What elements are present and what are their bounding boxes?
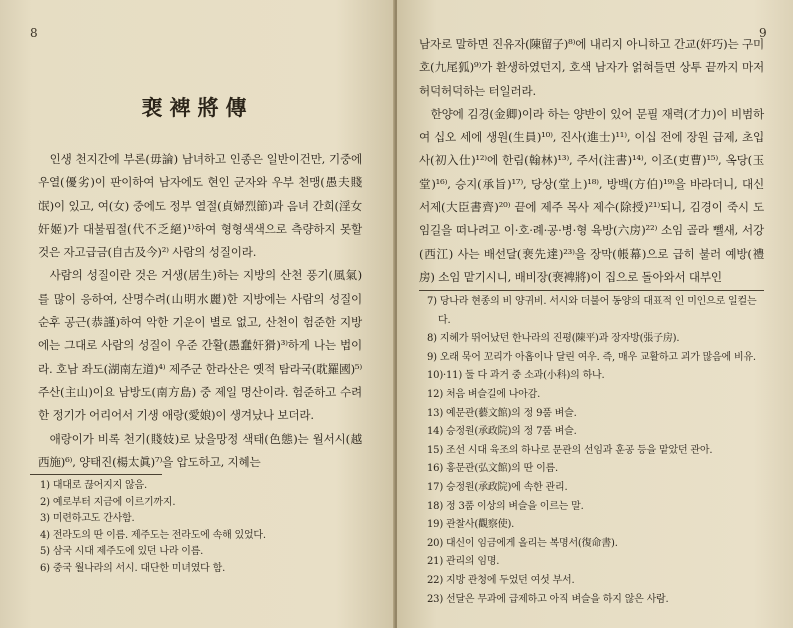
footnote: 16) 홍문관(弘文館)의 딴 이름.: [427, 463, 558, 475]
left-page: [0, 0, 395, 628]
right-body-text: [419, 33, 764, 289]
footnote-divider: [30, 474, 162, 475]
footnote: 17) 승정원(承政院)에 속한 관리.: [427, 481, 568, 493]
paragraph: 남자로 말하면 진유자(陳留子)⁸⁾에 내리지 아니하고 간교(奸巧)는 구미호(九尾狐)⁹⁾가 환생하였던지, 호색 남자가 얽혀들면 상투 끝까지 마저 허덕허덕하는 터일러라.: [419, 37, 764, 98]
page-number-right: 9: [759, 26, 767, 40]
footnote-divider: [419, 290, 764, 291]
left-body-text: [38, 148, 362, 474]
footnote: 20) 대신이 임금에게 올리는 복명서(復命書).: [427, 537, 618, 549]
story-title: 裵裨將傳: [141, 95, 254, 120]
paragraph: 한양에 김경(金卿)이라 하는 양반이 있어 문필 재력(才力)이 비범하여 십오 세에 생원(生員)¹⁰⁾, 진사(進士)¹¹⁾, 이십 전에 장원 급제, 초입사(初入仕)¹²⁾에 한림(翰林)¹³⁾, 주서(注書)¹⁴⁾, 이조(吏曹)¹⁵⁾, 옥당(玉堂)¹⁶⁾, 승지(承旨)¹⁷⁾, 당상(堂上)¹⁸⁾, 방백(方伯)¹⁹⁾을 바라더니, 대신 서제(大臣書齊)²⁰⁾ 끝에 제주 목사 제수(除授)²¹⁾되니, 김경이 죽시 도임길을 떠나려고 이·호·례·공·병·형 육방(六房)²²⁾ 소임 골라 뺄새, 서강(西江) 사는 배선달(裵先達)²³⁾을 장막(帳幕)으로 급히 불러 예방(禮房) 소임 맡기시니, 배비장(裵裨將)이 집으로 돌아와서 대부인: [419, 106, 764, 284]
footnote: 18) 정 3품 이상의 벼슬을 이르는 말.: [427, 500, 584, 512]
page-number-left: 8: [30, 26, 38, 40]
footnote: 3) 미련하고도 간사함.: [40, 513, 135, 524]
footnote: 22) 지방 관청에 두었던 여섯 부서.: [427, 574, 575, 586]
right-footnotes: [427, 293, 767, 609]
footnote: 5) 삼국 시대 제주도에 있던 나라 이름.: [40, 546, 204, 557]
footnote: 14) 승정원(承政院)의 정 7품 벼슬.: [427, 426, 577, 438]
paragraph: 인생 천지간에 부론(毋論) 남녀하고 인종은 일반이건만, 기중에 우열(優劣)이 판이하여 남자에도 현인 군자와 우부 천맹(愚夫賤氓)이 있고, 여(女) 중에도 정부 열절(貞婦烈節)과 음녀 간희(淫女奸姬)가 대불핍절(代不乏絕)¹⁾하여 형형색색으로 측량하지 못할 것은 자고급금(自古及今)²⁾ 사람의 성질이라.: [38, 152, 362, 260]
footnote: 21) 관리의 임명.: [427, 556, 500, 568]
footnote: 13) 예문관(藝文館)의 정 9품 벼슬.: [427, 407, 577, 419]
footnote: 8) 지혜가 뛰어났던 한나라의 진평(陳平)과 장자방(張子房).: [427, 333, 680, 345]
paragraph: 사람의 성질이란 것은 거생(居生)하는 지방의 산천 풍기(風氣)를 많이 응하여, 산명수려(山明水麗)한 지방에는 사람의 성질이 순후 공근(恭謹)하여 악한 기운이 별로 없고, 산천이 험준한 지방에는 그대로 사람의 성질이 우준 간활(愚蠢奸猾)³⁾하게 나는 법이라. 호남 좌도(湖南左道)⁴⁾ 제주군 한라산은 옛적 탐라국(耽羅國)⁵⁾ 주산(主山)이요 남방도(南方島) 중 제일 명산이라. 험준하고 수려한 정기가 어리어서 기생 애랑(愛娘)이 생겨났나 보더라.: [38, 268, 362, 423]
paragraph: 애랑이가 비록 천기(賤妓)로 났을망정 색태(色態)는 월서시(越西施)⁶⁾, 양태진(楊太眞)⁷⁾을 압도하고, 지혜는: [38, 431, 362, 469]
footnote: 6) 중국 월나라의 서시. 대단한 미녀였다 함.: [40, 562, 226, 574]
footnote: 15) 조선 시대 육조의 하나로 문관의 선임과 훈공 등을 맡았던 관아.: [427, 444, 713, 456]
footnote: 23) 선달은 무과에 급제하고 아직 벼슬을 하지 않은 사람.: [427, 593, 669, 605]
footnote: 19) 관찰사(觀察使).: [427, 519, 515, 531]
left-footnotes: [40, 478, 360, 577]
footnote: 7) 당나라 현종의 비 양귀비. 서시와 더불어 동양의 대표적 인 미인으로 일컬는다.: [427, 296, 757, 326]
footnote: 2) 예로부터 지금에 이르기까지.: [40, 496, 176, 508]
footnote: 4) 전라도의 딴 이름. 제주도는 전라도에 속해 있었다.: [40, 529, 266, 541]
footnote: 10)·11) 둘 다 과거 중 소과(小科)의 하나.: [427, 370, 605, 382]
right-page: [397, 0, 793, 628]
footnote: 1) 대대로 끊어지지 않음.: [40, 480, 147, 491]
footnote: 9) 오래 묵어 꼬리가 아홉이나 달린 여우. 즉, 매우 교활하고 괴가 많음에 비유.: [427, 351, 756, 363]
footnote: 12) 처음 벼슬길에 나아감.: [427, 388, 541, 400]
